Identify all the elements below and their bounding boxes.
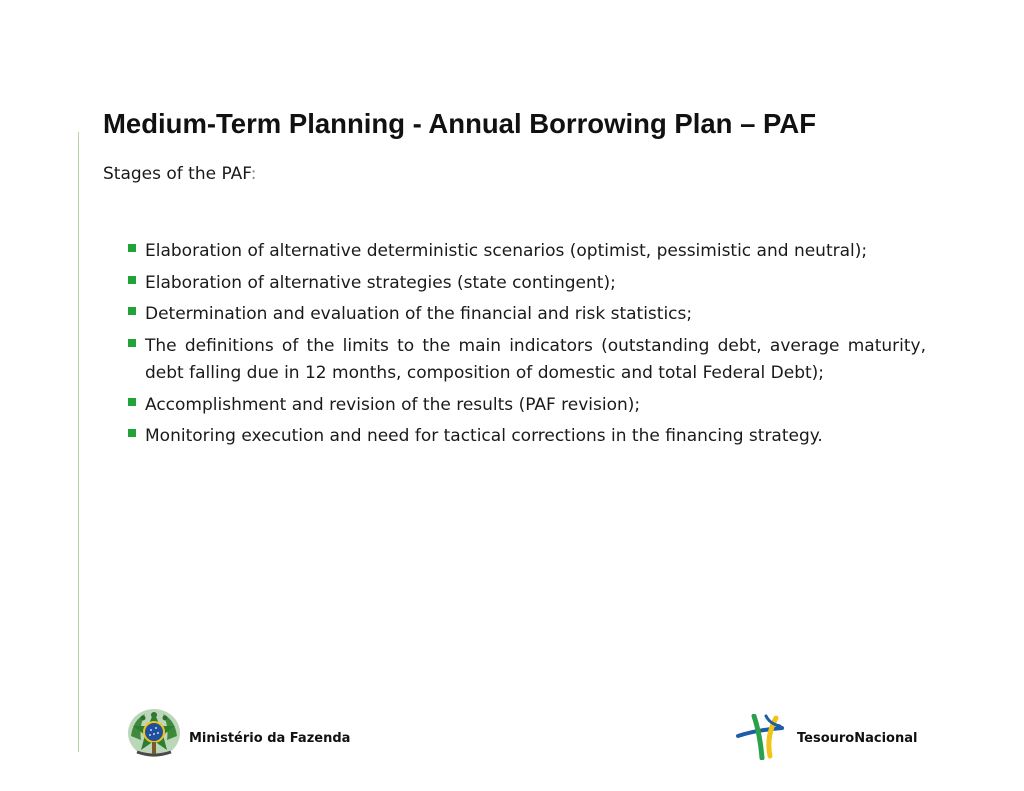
- list-item: [122, 423, 926, 451]
- coat-of-arms-icon: [127, 706, 181, 760]
- list-item-text: Accomplishment and revision of the results (PAF revision);: [145, 394, 641, 415]
- list-item-text: Elaboration of alternative deterministic scenarios (optimist, pessimistic and neutral);: [145, 241, 868, 261]
- slide-subtitle: [103, 164, 256, 184]
- square-bullet-icon: [128, 276, 136, 284]
- list-item-text: The definitions of the limits to the main indicators (outstanding debt, average maturity, debt falling due in 12 months, composition of domestic and total Federal Debt);: [145, 335, 926, 383]
- list-item: [122, 270, 926, 298]
- list-item: [122, 238, 926, 266]
- tesouro-nacional-label: TesouroNacional: [797, 731, 918, 746]
- list-item-text: Elaboration of alternative strategies (state contingent);: [145, 272, 616, 293]
- subtitle-colon: :: [250, 164, 257, 184]
- list-item: [122, 392, 926, 420]
- square-bullet-icon: [128, 244, 136, 252]
- square-bullet-icon: [128, 339, 136, 347]
- slide-title: Medium-Term Planning - Annual Borrowing Plan – PAF: [103, 108, 816, 139]
- list-item: [122, 333, 926, 388]
- list-item-text: Monitoring execution and need for tactical corrections in the financing strategy.: [145, 426, 823, 446]
- stages-list: [122, 238, 926, 455]
- square-bullet-icon: [128, 307, 136, 315]
- square-bullet-icon: [128, 398, 136, 406]
- list-item: [122, 301, 926, 329]
- subtitle-text: Stages of the PAF: [103, 164, 251, 184]
- ministry-label: Ministério da Fazenda: [189, 731, 351, 746]
- tesouro-nacional-logo-icon: [736, 714, 790, 760]
- list-item-text: Determination and evaluation of the financial and risk statistics;: [145, 304, 693, 324]
- square-bullet-icon: [128, 429, 136, 437]
- left-vertical-rule: [78, 132, 79, 752]
